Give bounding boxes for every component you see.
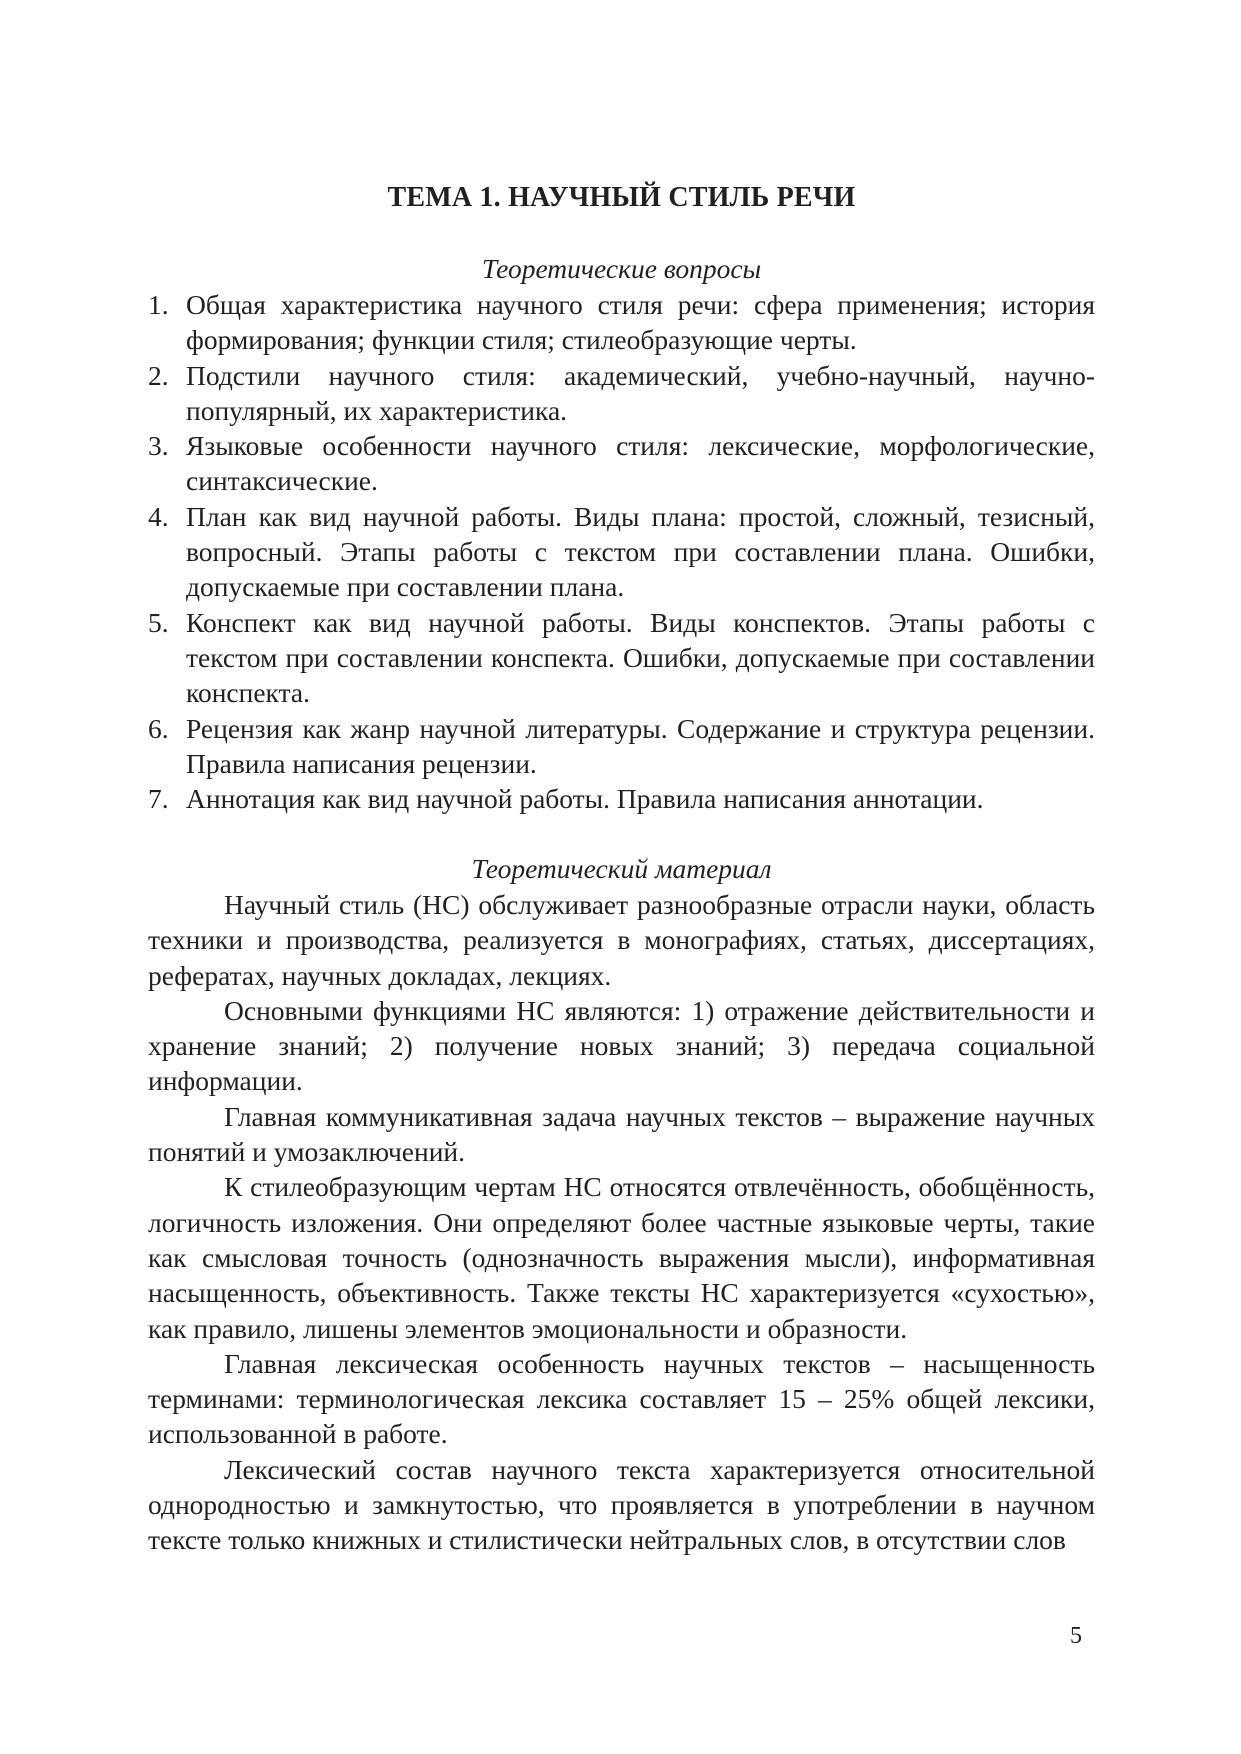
list-item [148,287,1095,358]
list-item [148,711,1095,782]
page-title: ТЕМА 1. НАУЧНЫЙ СТИЛЬ РЕЧИ [387,182,856,213]
list-item-number: 4. [148,500,169,532]
list-item [148,499,1095,605]
list-item-number: 6. [148,712,169,744]
page-number: 5 [1070,1623,1082,1649]
list-item-number: 7. [148,783,169,815]
questions-list [148,287,1095,816]
list-item [148,605,1095,711]
list-item-number: 3. [148,430,169,462]
paragraph: К стилеобразующим чертам НС относятся отвлечённость, обобщённость, логичность изложения. Они определяют более частные языковые черты, такие как смысловая точность (однозначность выражения мысли), информативная насыщенность, объективность. Также тексты НС характеризуется «сухостью», как правило, лишены элементов эмоциональности и образности. [148,1171,1095,1344]
paragraph: Основными функциями НС являются: 1) отражение действительности и хранение знаний; 2) получение новых знаний; 3) передача социальной информации. [148,994,1095,1097]
list-item-text: Аннотация как вид научной работы. Правила написания аннотации. [186,783,984,815]
body-text [148,887,1095,1558]
list-item-number: 5. [148,606,169,638]
list-item [148,781,1095,816]
paragraph: Лексический состав научного текста характеризуется относительной однородностью и замкнутостью, что проявляется в употреблении в научном тексте только книжных и стилистически нейтральных слов, в отсутствии слов [148,1453,1095,1556]
list-item-text: План как вид научной работы. Виды плана: простой, сложный, тезисный, вопросный. Этапы работы с текстом при составлении плана. Ошибки, допускаемые при составлении плана. [186,500,1095,603]
list-item-text: Конспект как вид научной работы. Виды конспектов. Этапы работы с текстом при составлении конспекта. Ошибки, допускаемые при составлении конспекта. [186,606,1095,709]
list-item [148,428,1095,499]
list-item-text: Общая характеристика научного стиля речи: сфера применения; история формирования; функции стиля; стилеобразующие черты. [186,289,1095,356]
list-item [148,358,1095,429]
questions-heading: Теоретические вопросы [481,253,762,284]
list-item-text: Рецензия как жанр научной литературы. Содержание и структура рецензии. Правила написания рецензии. [186,712,1095,779]
list-item-number: 1. [148,289,169,320]
material-heading: Теоретический материал [471,853,772,884]
list-item-text: Подстили научного стиля: академический, учебно-научный, научно-популярный, их характеристика. [186,359,1095,426]
paragraph: Главная лексическая особенность научных текстов – насыщенность терминами: терминологическая лексика составляет 15 – 25% общей лексики, использованной в работе. [148,1347,1095,1450]
list-item-text: Языковые особенности научного стиля: лексические, морфологические, синтаксические. [186,430,1095,497]
paragraph: Научный стиль (НС) обслуживает разнообразные отрасли науки, область техники и производства, реализуется в монографиях, статьях, диссертациях, рефератах, научных докладах, лекциях. [148,889,1095,991]
list-item-number: 2. [148,359,169,391]
paragraph: Главная коммуникативная задача научных текстов – выражение научных понятий и умозаключений. [148,1100,1095,1168]
